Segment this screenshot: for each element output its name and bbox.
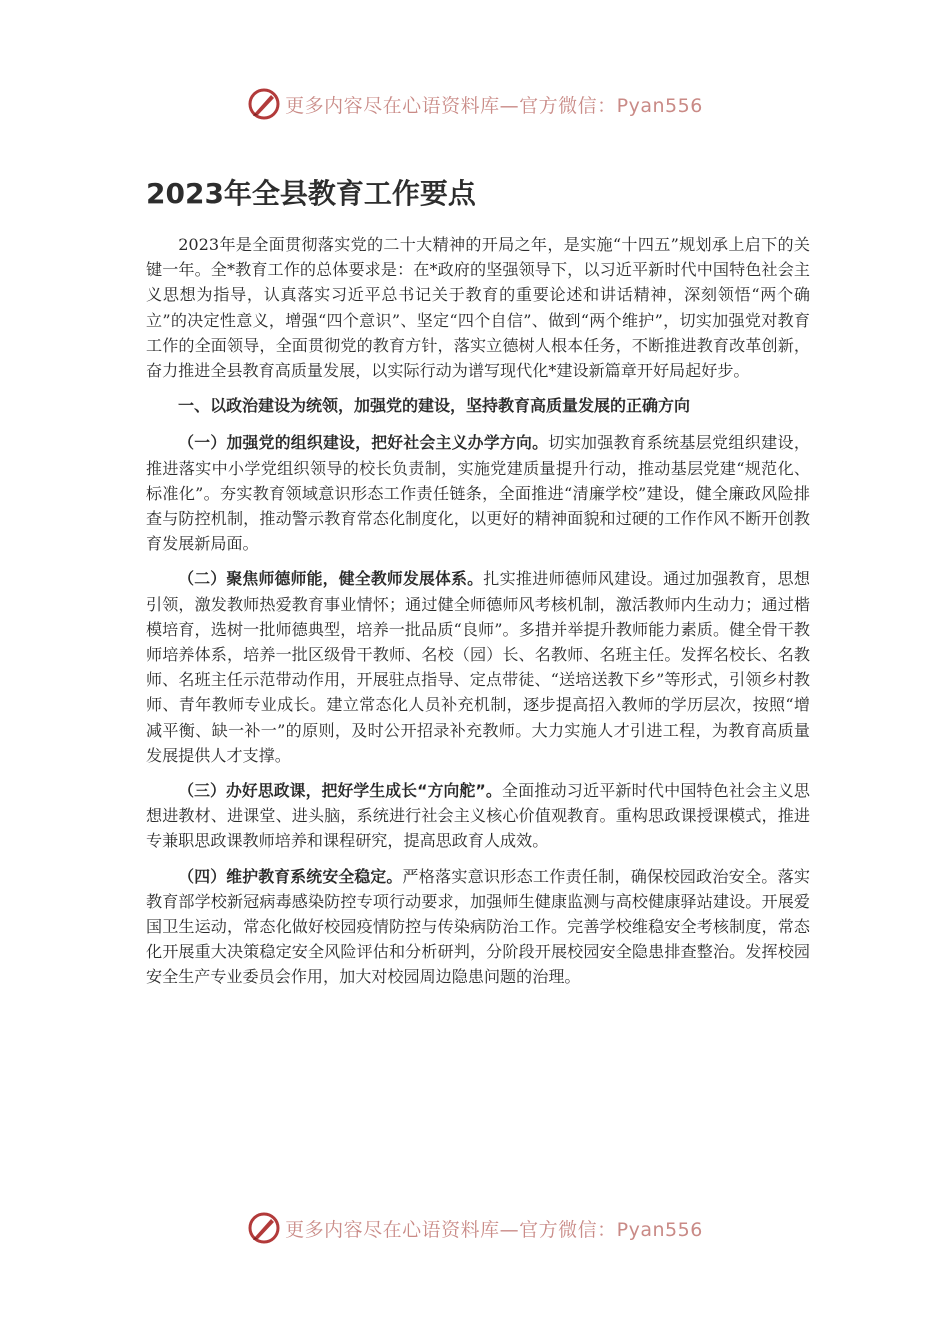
item-paragraph-1: [146, 430, 810, 556]
item-paragraph-2: [146, 566, 810, 768]
item-paragraph-3: [146, 778, 810, 854]
item-paragraph-4: [146, 864, 810, 990]
banner-text: 更多内容尽在心语资料库—官方微信：Pyan556: [285, 94, 703, 117]
item-heading: （二）聚焦师德师能，健全教师发展体系。: [178, 569, 484, 589]
header-banner: [0, 84, 950, 124]
item-text: 全面推动习近平新时代中国特色社会主义思想进教材、进课堂、进头脑，系统进行社会主义核心价值观教育。重构思政课授课模式，推进专兼职思政课教师培养和课程研究，提高思政育人成效。: [146, 781, 811, 851]
item-heading: （一）加强党的组织建设，把好社会主义办学方向。: [178, 433, 549, 453]
quill-logo-icon: [247, 87, 281, 121]
footer-banner: [0, 1208, 950, 1248]
page-title: 2023年全县教育工作要点: [146, 177, 476, 210]
quill-logo-icon: [247, 1211, 281, 1245]
item-text: 严格落实意识形态工作责任制，确保校园政治安全。落实教育部学校新冠病毒感染防控专项行动要求，加强师生健康监测与高校健康驿站建设。开展爱国卫生运动，常态化做好校园疫情防控与传染病防治工作。完善学校维稳安全考核制度，常态化开展重大决策稳定安全风险评估和分析研判，分阶段开展校园安全隐患排查整治。发挥校园安全生产专业委员会作用，加大对校园周边隐患问题的治理。: [146, 866, 810, 987]
item-heading: （四）维护教育系统安全稳定。: [178, 866, 403, 886]
section-heading: 一、以政治建设为统领，加强党的建设，坚持教育高质量发展的正确方向: [178, 396, 691, 416]
document-body: [146, 232, 810, 1000]
item-text: 切实加强教育系统基层党组织建设，推进落实中小学党组织领导的校长负责制，实施党建质量提升行动，推动基层党建“规范化、标准化”。夯实教育领域意识形态工作责任链条，全面推进“清廉学校”建设，健全廉政风险排查与防控机制，推动警示教育常态化制度化，以更好的精神面貌和过硬的工作作风不断开创教育发展新局面。: [146, 433, 810, 554]
item-heading: （三）办好思政课，把好学生成长“方向舵”。: [178, 781, 502, 801]
item-text: 扎实推进师德师风建设。通过加强教育，思想引领，激发教师热爱教育事业情怀；通过健全师德师风考核机制，激活教师内生动力；通过楷模培育，选树一批师德典型，培养一批品质“良师”。多措并举提升教师能力素质。健全骨干教师培养体系，培养一批区级骨干教师、名校（园）长、名教师、名班主任。发挥名校长、名教师、名班主任示范带动作用，开展驻点指导、定点带徒、“送培送教下乡”等形式，引领乡村教师、青年教师专业成长。建立常态化人员补充机制，逐步提高招入教师的学历层次，按照“增减平衡、缺一补一”的原则，及时公开招录补充教师。大力实施人才引进工程，为教育高质量发展提供人才支撑。: [146, 569, 810, 765]
banner-text: 更多内容尽在心语资料库—官方微信：Pyan556: [285, 1218, 703, 1241]
intro-paragraph: 2023年是全面贯彻落实党的二十大精神的开局之年，是实施“十四五”规划承上启下的关键一年。全*教育工作的总体要求是：在*政府的坚强领导下，以习近平新时代中国特色社会主义思想为指导，认真落实习近平总书记关于教育的重要论述和讲话精神，深刻领悟“两个确立”的决定性意义，增强“四个意识”、坚定“四个自信”、做到“两个维护”，切实加强党对教育工作的全面领导，全面贯彻党的教育方针，落实立德树人根本任务，不断推进教育改革创新，奋力推进全县教育高质量发展，以实际行动为谱写现代化*建设新篇章开好局起好步。: [146, 235, 810, 381]
